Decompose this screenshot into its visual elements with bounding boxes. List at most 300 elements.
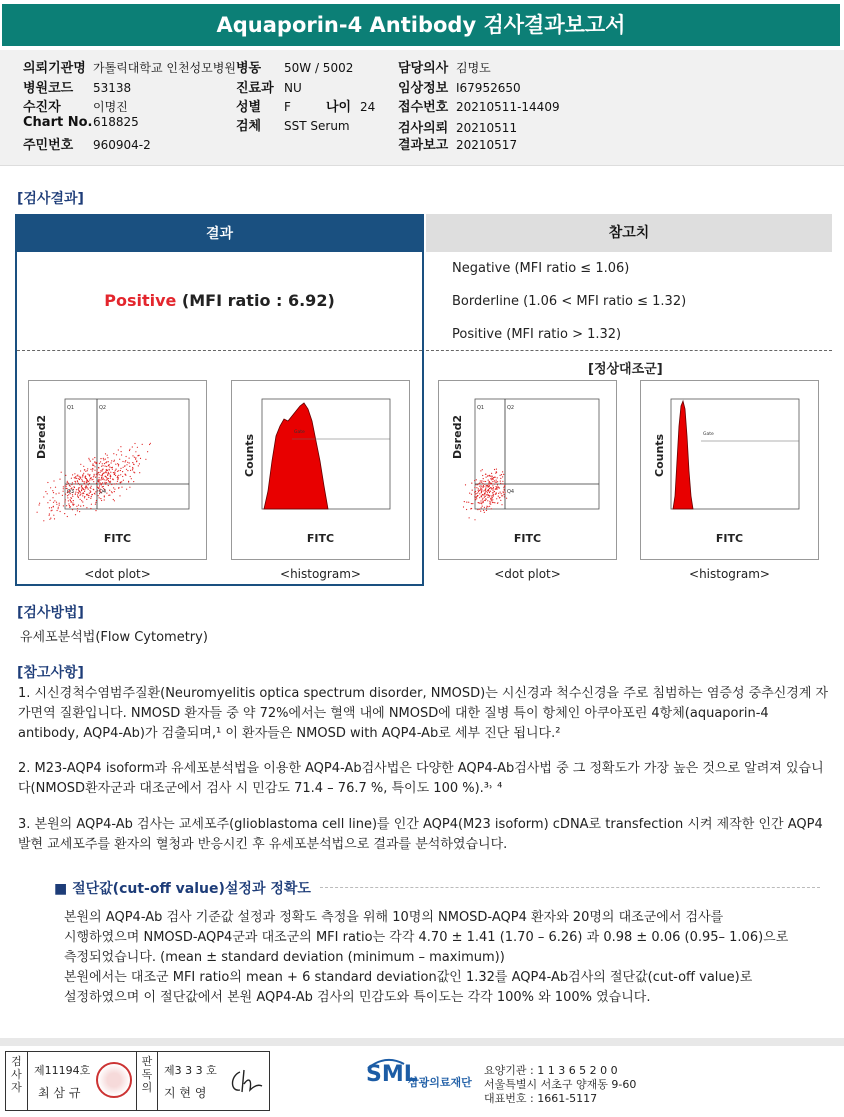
dot-point — [77, 492, 78, 493]
dot-point — [99, 497, 100, 498]
dot-point — [105, 453, 106, 454]
dot-point — [108, 480, 109, 481]
dot-point — [90, 508, 91, 509]
dot-point — [106, 480, 107, 481]
dot-point — [97, 487, 98, 488]
dot-point — [110, 476, 111, 477]
dot-point — [483, 487, 484, 488]
dot-point — [505, 492, 506, 493]
dot-point — [66, 484, 67, 485]
dot-point — [94, 466, 95, 467]
dot-point — [88, 497, 89, 498]
dot-point — [72, 482, 73, 483]
hist-caption: <histogram> — [280, 567, 361, 581]
dot-point — [86, 494, 87, 495]
dot-point — [494, 469, 495, 470]
reference-divider — [426, 350, 832, 351]
dot-point — [466, 509, 467, 510]
dot-point — [135, 457, 136, 458]
dot-point — [60, 511, 61, 512]
dot-point — [492, 481, 493, 482]
dot-point — [129, 487, 130, 488]
dot-point — [99, 477, 100, 478]
dot-point — [485, 500, 486, 501]
approver-label: 판독의 — [136, 1052, 158, 1110]
dot-point — [105, 471, 106, 472]
dot-point — [492, 495, 493, 496]
dot-point — [495, 494, 496, 495]
dot-point — [134, 472, 135, 473]
dot-point — [106, 482, 107, 483]
dot-point — [100, 461, 101, 462]
dot-point — [56, 502, 57, 503]
dot-point — [106, 493, 107, 494]
dot-point — [488, 486, 489, 487]
dot-point — [118, 488, 119, 489]
dot-point — [84, 496, 85, 497]
dot-point — [92, 470, 93, 471]
dot-point — [102, 469, 103, 470]
dot-point — [116, 469, 117, 470]
dot-point — [477, 509, 478, 510]
dot-point — [98, 481, 99, 482]
dot-point — [133, 464, 134, 465]
dot-point — [86, 486, 87, 487]
dot-point — [500, 481, 501, 482]
dot-point — [122, 471, 123, 472]
dot-point — [492, 490, 493, 491]
dot-point — [54, 500, 55, 501]
dot-point — [502, 483, 503, 484]
dot-point — [472, 503, 473, 504]
dot-point — [49, 507, 50, 508]
dot-point — [72, 496, 73, 497]
dot-point — [484, 507, 485, 508]
dot-point — [496, 482, 497, 483]
dot-point — [79, 479, 80, 480]
dot-point — [78, 497, 79, 498]
dot-point — [132, 446, 133, 447]
dot-point — [493, 495, 494, 496]
note-3: 3. 본원의 AQP4-Ab 검사는 교세포주(glioblastoma cell line)를 인간 AQP4(M23 isoform) cDNA로 transfection 시켜 제작한 인간 AQP4 발현 교세포주를 환자의 혈청과 반응시킨 후 유세포분석법으로 결과를 분석하였습니다. — [18, 817, 823, 852]
dot-point — [504, 496, 505, 497]
dot-point — [474, 480, 475, 481]
dot-point — [96, 463, 97, 464]
dot-point — [84, 469, 85, 470]
dot-point — [110, 482, 111, 483]
hospital-code-field: 병원코드 53138 — [23, 81, 132, 96]
dot-point — [76, 478, 77, 479]
dot-point — [107, 470, 108, 471]
dot-point — [482, 494, 483, 495]
dot-point — [114, 489, 115, 490]
dot-point — [63, 505, 64, 506]
dot-point — [86, 481, 87, 482]
dot-point — [107, 479, 108, 480]
dot-point — [492, 476, 493, 477]
dot-point — [67, 497, 68, 498]
dot-point — [102, 473, 103, 474]
dot-point — [94, 462, 95, 463]
dot-point — [82, 475, 83, 476]
dot-point — [59, 505, 60, 506]
dot-point — [479, 482, 480, 483]
footer-separator — [0, 1038, 844, 1046]
dot-point — [100, 458, 101, 459]
dot-point — [99, 474, 100, 475]
dot-point — [82, 487, 83, 488]
dot-point — [94, 470, 95, 471]
cutoff-line-5: 설정하였으며 이 절단값에서 본원 AQP4-Ab 검사의 민감도와 특이도는 각각 100% 와 100% 였습니다. — [64, 990, 651, 1005]
dot-point — [115, 470, 116, 471]
dot-point — [488, 480, 489, 481]
dot-point — [118, 475, 119, 476]
dot-point — [481, 502, 482, 503]
dot-point — [483, 502, 484, 503]
dot-point — [499, 497, 500, 498]
dot-point — [487, 497, 488, 498]
dot-point — [479, 497, 480, 498]
dot-point — [474, 492, 475, 493]
dot-point — [498, 493, 499, 494]
dot-point — [103, 478, 104, 479]
dot-point — [489, 501, 490, 502]
dot-point — [53, 502, 54, 503]
dot-point — [93, 489, 94, 490]
dot-point — [53, 515, 54, 516]
dot-point — [500, 475, 501, 476]
dot-point — [98, 467, 99, 468]
dot-point — [71, 502, 72, 503]
dot-point — [58, 508, 59, 509]
dot-point — [72, 502, 73, 503]
dot-point — [133, 481, 134, 482]
dot-point — [111, 462, 112, 463]
dot-point — [101, 500, 102, 501]
dot-point — [486, 485, 487, 486]
clinical-field: 임상정보 I67952650 — [398, 81, 521, 96]
dot-point — [91, 486, 92, 487]
method-section-title: [검사방법] — [17, 605, 84, 621]
dot-point — [75, 492, 76, 493]
dot-point — [118, 464, 119, 465]
dot-point — [108, 485, 109, 486]
dot-point — [82, 481, 83, 482]
dot-point — [63, 486, 64, 487]
dot-point — [492, 502, 493, 503]
dot-point — [487, 500, 488, 501]
dot-point — [118, 470, 119, 471]
chart-field: Chart No.618825 — [23, 115, 139, 130]
receipt-field: 접수번호 20210511-14409 — [398, 100, 560, 115]
dot-point — [484, 494, 485, 495]
dot-point — [99, 480, 100, 481]
dot-point — [86, 507, 87, 508]
dot-point — [125, 474, 126, 475]
dot-point — [481, 480, 482, 481]
dot-point — [102, 479, 103, 480]
dot-point — [106, 470, 107, 471]
dot-point — [80, 478, 81, 479]
cutoff-line-4: 본원에서는 대조군 MFI ratio의 mean + 6 standard deviation값인 1.32를 AQP4-Ab검사의 절단값(cut-off value)로 — [64, 970, 753, 985]
dot-point — [126, 469, 127, 470]
dot-point — [491, 483, 492, 484]
dot-point — [97, 469, 98, 470]
dot-point — [475, 499, 476, 500]
dot-point — [72, 504, 73, 505]
dot-point — [56, 493, 57, 494]
reference-borderline: Borderline (1.06 < MFI ratio ≤ 1.32) — [452, 294, 687, 309]
dot-point — [39, 503, 40, 504]
dot-point — [490, 499, 491, 500]
dot-point — [102, 475, 103, 476]
dot-point — [53, 492, 54, 493]
dot-point — [101, 475, 102, 476]
dot-point — [87, 468, 88, 469]
dot-point — [101, 466, 102, 467]
dot-point — [65, 499, 66, 500]
dot-point — [78, 478, 79, 479]
dot-point — [474, 487, 475, 488]
dot-point — [466, 502, 467, 503]
dot-point — [89, 479, 90, 480]
control-dot-plot — [438, 380, 617, 560]
dot-point — [83, 492, 84, 493]
dot-point — [136, 461, 137, 462]
dot-point — [107, 455, 108, 456]
dot-point — [122, 461, 123, 462]
dot-point — [89, 490, 90, 491]
dot-point — [121, 451, 122, 452]
dot-point — [95, 504, 96, 505]
control-hist-caption: <histogram> — [689, 567, 770, 581]
dot-point — [104, 499, 105, 500]
dot-point — [491, 496, 492, 497]
dot-point — [486, 491, 487, 492]
dot-point — [88, 484, 89, 485]
dot-point — [463, 506, 464, 507]
dot-point — [491, 500, 492, 501]
dot-point — [497, 477, 498, 478]
dot-point — [132, 469, 133, 470]
dot-point — [97, 474, 98, 475]
dot-point — [121, 487, 122, 488]
dot-point — [67, 495, 68, 496]
dot-point — [500, 483, 501, 484]
dot-point — [102, 463, 103, 464]
dot-point — [80, 470, 81, 471]
note-2: 2. M23-AQP4 isoform과 유세포분석법을 이용한 AQP4-Ab검사법은 다양한 AQP4-Ab검사법 중 그 정확도가 가장 높은 것으로 알려져 있습니다(NMOSD환자군과 대조군에서 검사 시 민감도 71.4 – 76.7 %, 특이도 100 %).³˒ ⁴ — [18, 761, 824, 796]
svg-text:Gate: Gate — [294, 430, 305, 435]
dot-point — [497, 484, 498, 485]
age-field: 나이 24 — [326, 100, 376, 115]
svg-text:Q3: Q3 — [67, 489, 75, 495]
dot-point — [93, 481, 94, 482]
dot-point — [98, 495, 99, 496]
dot-point — [80, 477, 81, 478]
dot-point — [500, 500, 501, 501]
dot-point — [481, 486, 482, 487]
dot-point — [465, 484, 466, 485]
dot-point — [68, 500, 69, 501]
sex-field: 성별 F — [236, 100, 291, 115]
reference-positive: Positive (MFI ratio > 1.32) — [452, 327, 622, 342]
dot-point — [59, 503, 60, 504]
dot-point — [82, 495, 83, 496]
dot-point — [76, 489, 77, 490]
dot-point — [482, 475, 483, 476]
dot-point — [497, 502, 498, 503]
examiner-number: 제11194호 — [34, 1064, 91, 1077]
dot-point — [99, 463, 100, 464]
dot-point — [497, 486, 498, 487]
control-dot-xlabel: FITC — [513, 532, 542, 545]
dot-point — [480, 511, 481, 512]
dot-point — [47, 482, 48, 483]
dot-point — [134, 443, 135, 444]
dot-point — [488, 484, 489, 485]
dot-point — [82, 488, 83, 489]
dot-point — [491, 476, 492, 477]
dot-point — [75, 476, 76, 477]
dot-point — [94, 475, 95, 476]
dot-point — [114, 474, 115, 475]
dot-point — [100, 479, 101, 480]
dot-point — [121, 481, 122, 482]
dot-point — [92, 465, 93, 466]
dot-point — [70, 500, 71, 501]
dot-point — [471, 494, 472, 495]
dot-point — [73, 504, 74, 505]
dot-point — [108, 495, 109, 496]
dot-point — [50, 487, 51, 488]
svg-text:Gate: Gate — [703, 432, 714, 437]
dot-point — [132, 468, 133, 469]
hist-xlabel: FITC — [306, 532, 335, 545]
dot-point — [55, 487, 56, 488]
dot-point — [493, 487, 494, 488]
dot-point — [501, 504, 502, 505]
svg-text:Q2: Q2 — [99, 405, 107, 411]
dot-point — [120, 470, 121, 471]
dot-point — [101, 483, 102, 484]
dot-point — [63, 488, 64, 489]
dot-point — [76, 475, 77, 476]
dot-point — [147, 451, 148, 452]
dot-point — [485, 488, 486, 489]
result-section-title: [검사결과] — [17, 191, 84, 207]
dot-point — [468, 502, 469, 503]
dot-point — [75, 494, 76, 495]
dot-point — [70, 506, 71, 507]
id-field: 주민번호 960904-2 — [23, 138, 151, 153]
dot-point — [134, 457, 135, 458]
dot-point — [83, 489, 84, 490]
dot-point — [37, 512, 38, 513]
dot-point — [483, 490, 484, 491]
dot-point — [64, 501, 65, 502]
dot-point — [85, 471, 86, 472]
dot-point — [115, 475, 116, 476]
dot-point — [503, 474, 504, 475]
dot-point — [498, 496, 499, 497]
dot-point — [91, 479, 92, 480]
dot-point — [106, 469, 107, 470]
org-address: 서울특별시 서초구 양재동 9-60 — [484, 1078, 637, 1091]
dot-point — [50, 500, 51, 501]
dot-point — [94, 474, 95, 475]
dot-point — [493, 488, 494, 489]
dot-point — [82, 501, 83, 502]
dot-point — [484, 490, 485, 491]
dot-point — [103, 459, 104, 460]
notes-section-title: [참고사항] — [17, 665, 84, 681]
dot-point — [492, 478, 493, 479]
examiner-seal-icon — [96, 1062, 132, 1098]
dot-point — [106, 466, 107, 467]
dot-point — [111, 484, 112, 485]
dot-point — [140, 458, 141, 459]
dot-point — [504, 486, 505, 487]
dot-point — [474, 496, 475, 497]
control-dot-ylabel: Dsred2 — [451, 414, 464, 459]
institution-field: 의뢰기관명 가톨릭대학교 인천성모병원 — [23, 61, 236, 76]
dot-point — [490, 487, 491, 488]
dot-point — [110, 478, 111, 479]
svg-text:Q1: Q1 — [477, 405, 485, 411]
dot-point — [115, 464, 116, 465]
dot-point — [64, 513, 65, 514]
dot-point — [474, 519, 475, 520]
dot-point — [74, 473, 75, 474]
dot-point — [78, 483, 79, 484]
dot-point — [54, 518, 55, 519]
dot-point — [138, 465, 139, 466]
dot-point — [502, 476, 503, 477]
dot-point — [126, 464, 127, 465]
dot-point — [119, 495, 120, 496]
dot-point — [108, 472, 109, 473]
dot-point — [484, 484, 485, 485]
result-header: 결과 — [17, 216, 422, 252]
dot-point — [495, 482, 496, 483]
dot-point — [501, 474, 502, 475]
reference-header: 참고치 — [426, 214, 832, 252]
note-1: 1. 시신경척수염범주질환(Neuromyelitis optica spectrum disorder, NMOSD)는 시신경과 척수신경을 주로 침범하는 염증성 중추신경계 자가면역 질환입니다. NMOSD 환자들 중 약 72%에서는 혈액 내에 NMOSD에 대한 질병 특이 항체인 아쿠아포린 4항체(aquaporin-4 antibody, AQP4-Ab)가 검출되며,¹ 이 환자들은 NMOSD with AQP4-Ab로 세부 진단 됩니다.² — [18, 686, 829, 741]
dot-point — [109, 466, 110, 467]
dot-point — [492, 492, 493, 493]
dot-point — [107, 457, 108, 458]
dot-point — [477, 484, 478, 485]
dot-point — [79, 491, 80, 492]
dot-point — [70, 497, 71, 498]
control-dot-caption: <dot plot> — [494, 567, 561, 581]
dot-point — [108, 473, 109, 474]
dot-point — [90, 492, 91, 493]
report-title: Aquaporin-4 Antibody 검사결과보고서 — [2, 4, 840, 46]
dot-point — [132, 455, 133, 456]
patient-header — [0, 50, 844, 166]
dot-point — [135, 451, 136, 452]
dot-point — [80, 464, 81, 465]
dot-point — [52, 490, 53, 491]
dot-point — [480, 485, 481, 486]
dot-point — [484, 500, 485, 501]
dot-point — [109, 469, 110, 470]
dot-point — [108, 465, 109, 466]
dot-point — [79, 487, 80, 488]
dot-point — [92, 463, 93, 464]
